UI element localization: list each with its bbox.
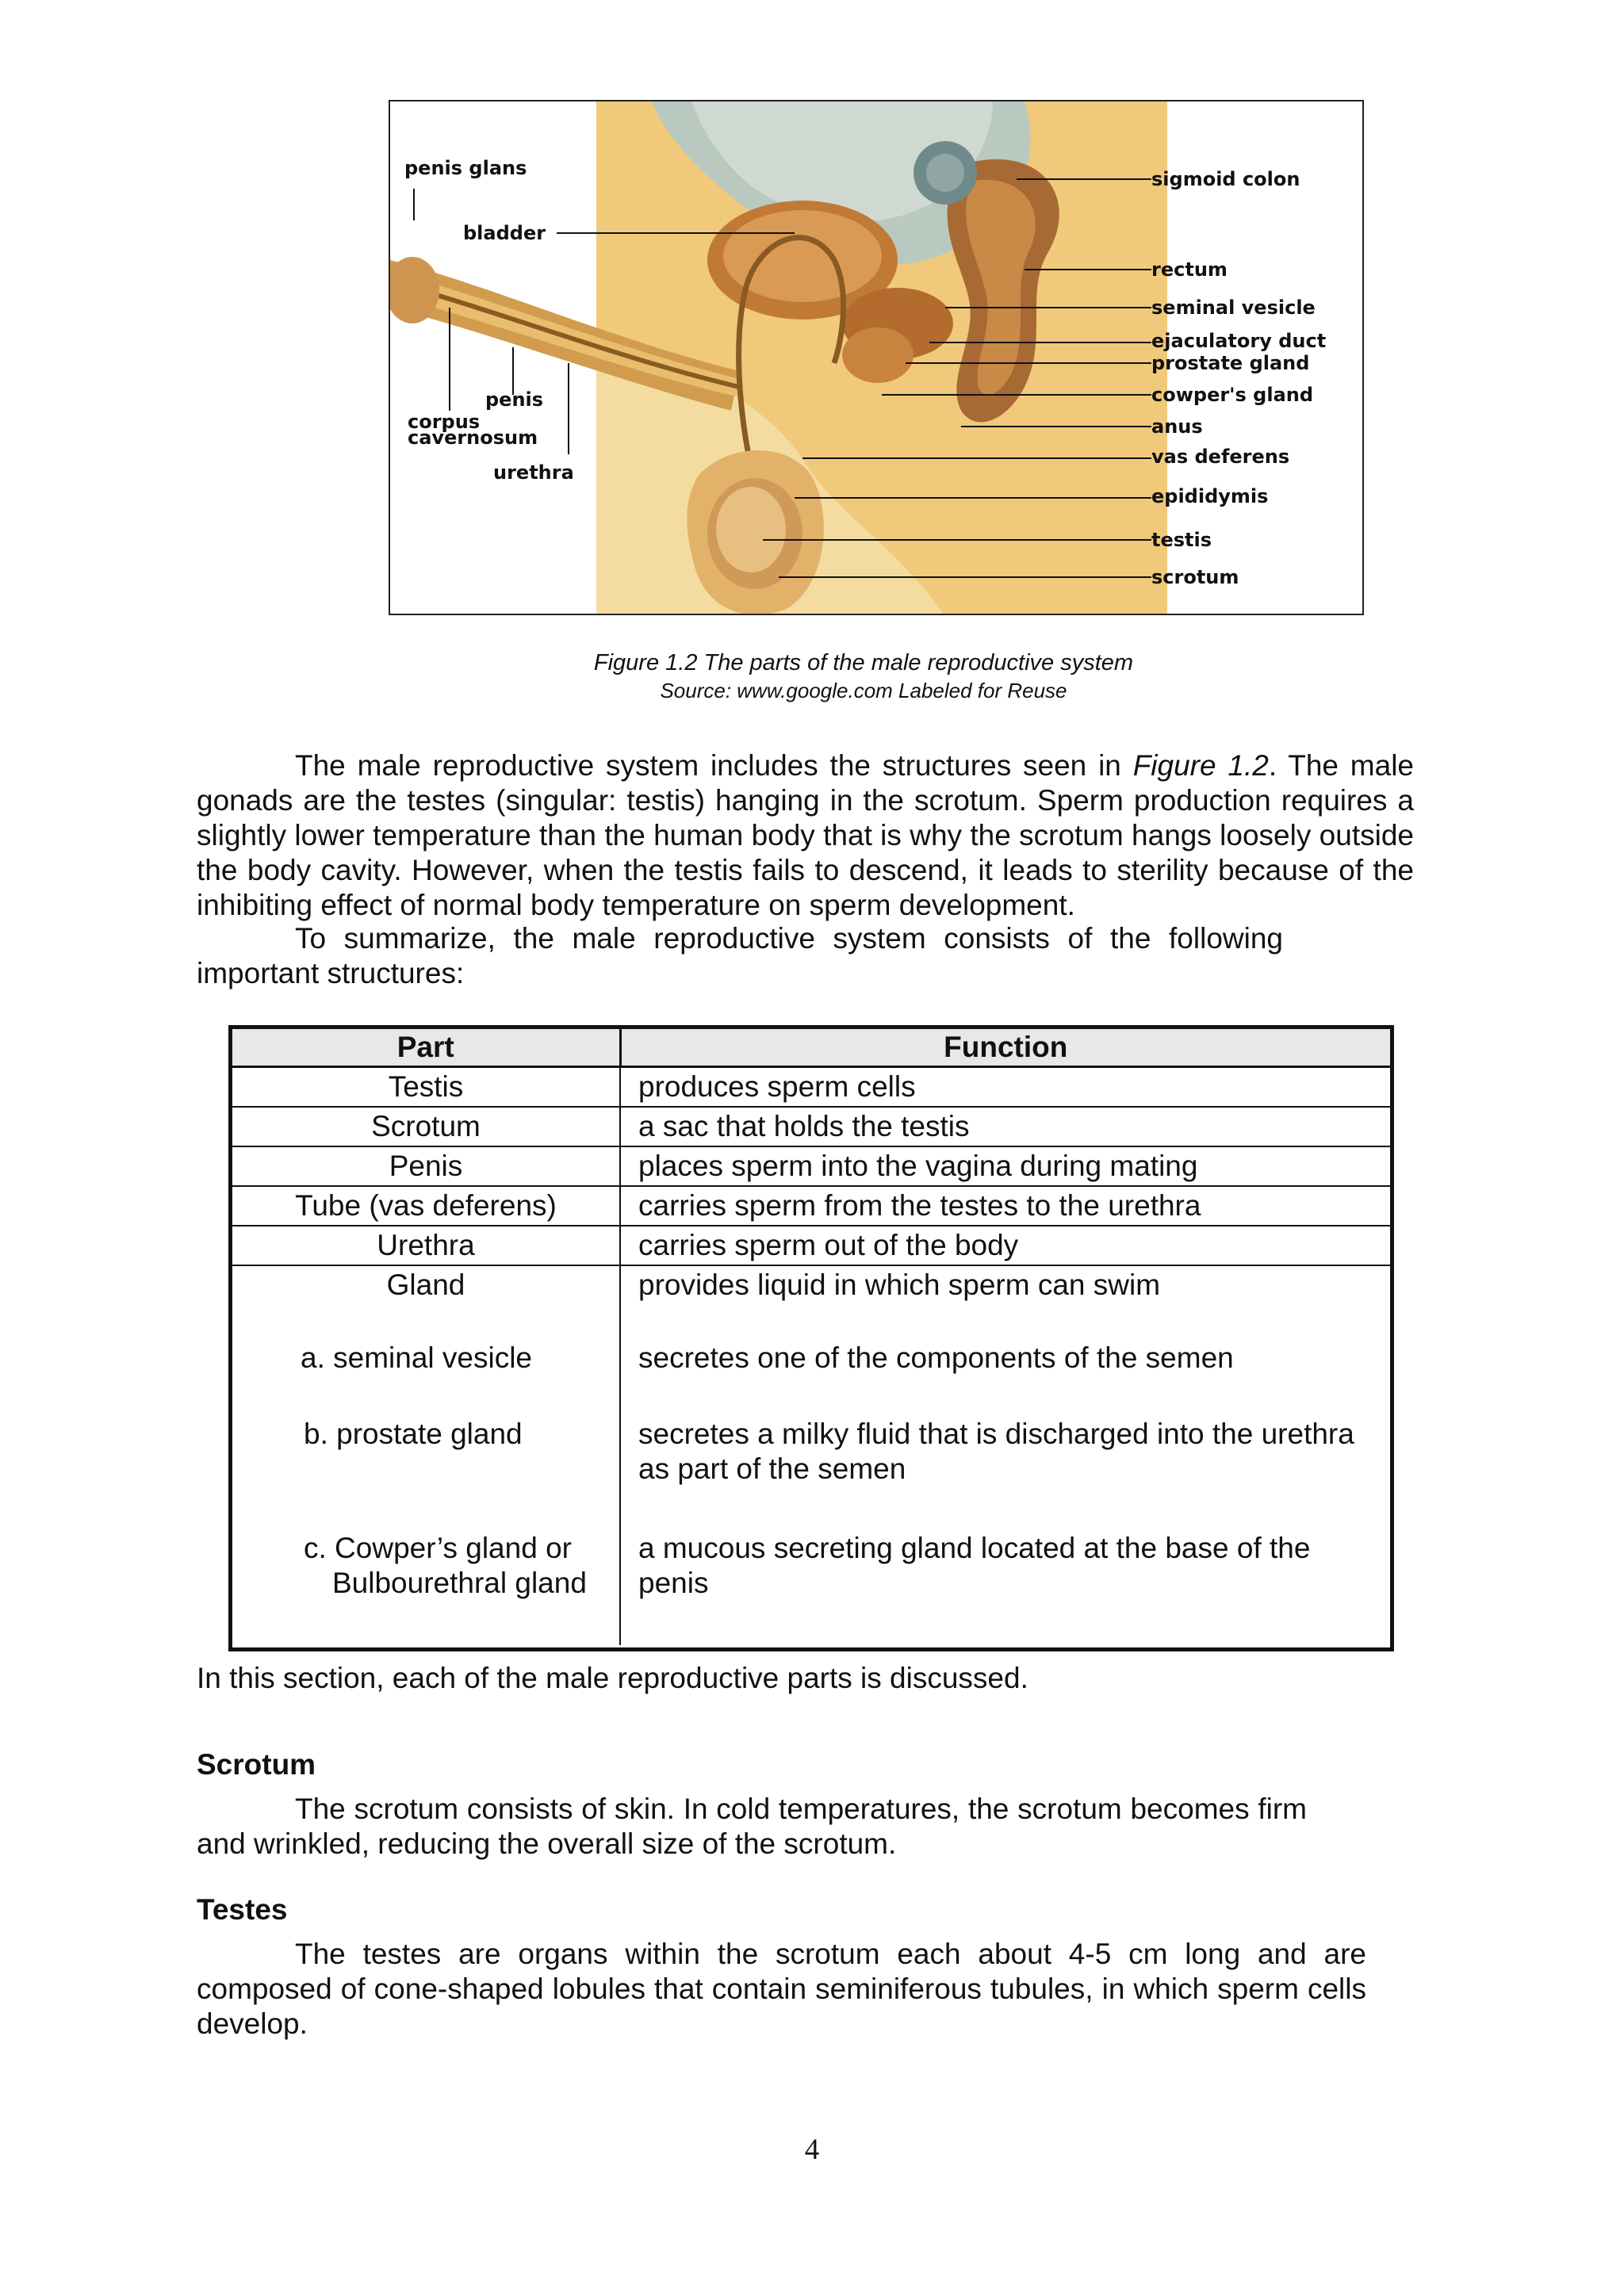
table-cell-function: produces sperm cells — [620, 1067, 1390, 1108]
gland-cowpers-line2: Bulbourethral gland — [332, 1567, 587, 1599]
anatomy-figure — [389, 100, 1364, 615]
heading-scrotum: Scrotum — [197, 1748, 316, 1781]
section-intro: In this section, each of the male reproductive parts is discussed. — [197, 1662, 1028, 1694]
gland-seminal-vesicle-function: secretes one of the components of the semen — [638, 1341, 1234, 1374]
gland-label: Gland — [386, 1269, 465, 1301]
parts-table — [228, 1025, 1394, 1651]
label-penis-glans: penis glans — [404, 157, 527, 179]
label-prostate-gland: prostate gland — [1151, 352, 1310, 374]
label-cavernosum: cavernosum — [408, 427, 538, 449]
label-epididymis: epididymis — [1151, 485, 1269, 507]
table-row-gland — [232, 1265, 1390, 1645]
table-cell-function: a sac that holds the testis — [620, 1107, 1390, 1146]
table-row — [232, 1067, 1390, 1108]
label-penis: penis — [485, 388, 544, 411]
label-testis: testis — [1151, 529, 1212, 551]
table-cell-part: Urethra — [232, 1226, 620, 1265]
label-sigmoid-colon: sigmoid colon — [1151, 168, 1300, 190]
gland-prostate: b. prostate gland — [304, 1418, 523, 1450]
gland-function: provides liquid in which sperm can swim — [638, 1269, 1161, 1301]
table-cell-function: places sperm into the vagina during mating — [620, 1146, 1390, 1186]
gland-prostate-function-line1: secretes a milky fluid that is discharged into the urethra — [638, 1418, 1354, 1450]
page-number: 4 — [804, 2133, 820, 2166]
label-rectum: rectum — [1151, 258, 1228, 281]
table-row — [232, 1186, 1390, 1226]
table-cell-part: Testis — [232, 1067, 620, 1108]
figure-caption: Figure 1.2 The parts of the male reproductive system — [593, 650, 1134, 675]
figure-reference: Figure 1.2 — [1132, 749, 1269, 782]
label-anus: anus — [1151, 415, 1203, 438]
label-scrotum: scrotum — [1151, 566, 1239, 588]
table-header-function: Function — [620, 1029, 1390, 1067]
gland-seminal-vesicle: a. seminal vesicle — [301, 1341, 533, 1374]
table-cell-part: Penis — [232, 1146, 620, 1186]
label-seminal-vesicle: seminal vesicle — [1151, 297, 1316, 319]
table-cell-function: carries sperm from the testes to the urethra — [620, 1186, 1390, 1226]
gland-cowpers-function-line2: penis — [638, 1567, 709, 1599]
intro-paragraph: The male reproductive system includes the structures seen in Figure 1.2. The male gonads are the testes (singular: testis) hanging in the scrotum. Sperm production requires a slightly lower temperature than the human body that is why the scrotum hangs loosely outside the body cavity. However, when the testis fails to descend, it leads to sterility because of the inhibiting effect of normal body temperature on sperm development. — [197, 749, 1414, 921]
table-cell-part: Tube (vas deferens) — [232, 1186, 620, 1226]
table-cell-function: carries sperm out of the body — [620, 1226, 1390, 1265]
male-reproductive-diagram — [390, 101, 1364, 615]
table-cell-function — [620, 1265, 1390, 1645]
label-bladder: bladder — [463, 222, 546, 244]
label-corpus: corpus — [408, 411, 481, 433]
gland-cowpers-line1: c. Cowper’s gland or — [304, 1532, 572, 1564]
gland-cowpers-function-line1: a mucous secreting gland located at the base of the — [638, 1532, 1311, 1564]
table-cell-part: Scrotum — [232, 1107, 620, 1146]
scrotum-paragraph: The scrotum consists of skin. In cold temperatures, the scrotum becomes firm and wrinkled, reducing the overall size of the scrotum. — [197, 1793, 1307, 1860]
label-vas-deferens: vas deferens — [1151, 446, 1290, 468]
gland-prostate-function-line2: as part of the semen — [638, 1452, 906, 1485]
table-row — [232, 1226, 1390, 1265]
label-urethra: urethra — [493, 461, 574, 484]
table-row — [232, 1107, 1390, 1146]
heading-testes: Testes — [197, 1893, 288, 1926]
figure-source: Source: www.google.com Labeled for Reuse — [660, 679, 1067, 702]
table-cell-part — [232, 1265, 620, 1645]
summary-paragraph: To summarize, the male reproductive system consists of the following important structures: — [197, 922, 1283, 989]
table-row — [232, 1146, 1390, 1186]
label-cowpers-gland: cowper's gland — [1151, 384, 1314, 406]
label-ejaculatory-duct: ejaculatory duct — [1151, 330, 1327, 352]
testes-paragraph: The testes are organs within the scrotum each about 4-5 cm long and are composed of cone-shaped lobules that contain seminiferous tubules, in which sperm cells develop. — [197, 1938, 1366, 2040]
table-header-part: Part — [232, 1029, 620, 1067]
